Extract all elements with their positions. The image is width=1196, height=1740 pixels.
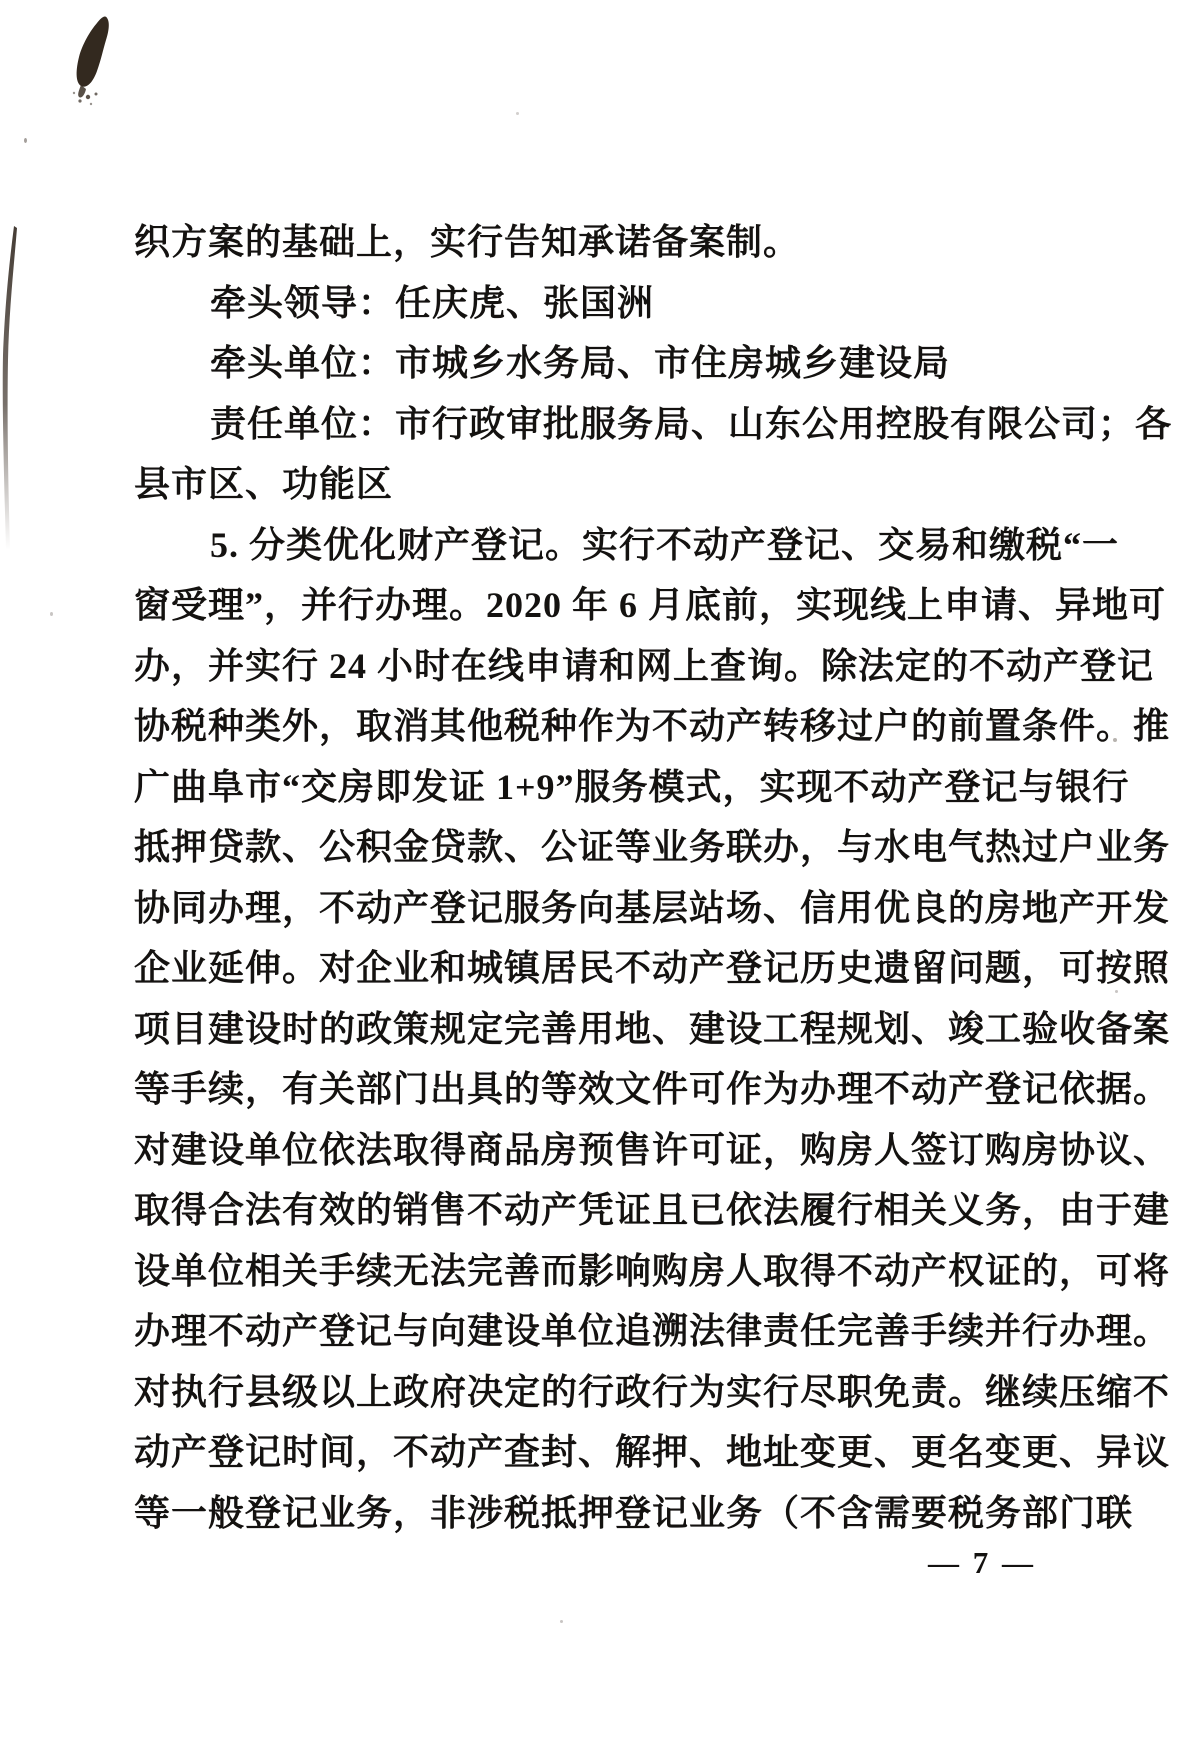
text-line: 取得合法有效的销售不动产凭证且已依法履行相关义务，由于建 — [134, 1190, 1171, 1230]
text-line: 设单位相关手续无法完善而影响购房人取得不动产权证的，可将 — [134, 1250, 1171, 1291]
text-line: 等手续，有关部门出具的等效文件可作为办理不动产登记依据。 — [134, 1069, 1171, 1109]
text-line: 广曲阜市“交房即发证 1+9”服务模式，实现不动产登记与银行 — [134, 766, 1130, 807]
text-line: 协税种类外，取消其他税种作为不动产转移过户的前置条件。推 — [134, 706, 1171, 746]
text-line: 县市区、功能区 — [134, 464, 394, 504]
scan-speck — [560, 1620, 563, 1623]
text-line: 企业延伸。对企业和城镇居民不动产登记历史遗留问题，可按照 — [134, 948, 1171, 988]
document-body — [0, 212, 1196, 1543]
text-line: 抵押贷款、公积金贷款、公证等业务联办，与水电气热过户业务 — [134, 827, 1171, 867]
text-line: 牵头单位：市城乡水务局、市住房城乡建设局 — [210, 343, 951, 383]
ink-smudge — [60, 5, 130, 115]
scan-speck — [24, 138, 27, 143]
text-line: 5. 分类优化财产登记。实行不动产登记、交易和缴税“一 — [210, 524, 1120, 565]
scan-speck — [516, 112, 519, 115]
page-number: — 7 — — [928, 1545, 1036, 1580]
text-line: 对建设单位依法取得商品房预售许可证，购房人签订购房协议、 — [134, 1129, 1171, 1170]
text-line: 责任单位：市行政审批服务局、山东公用控股有限公司；各 — [210, 403, 1173, 444]
text-line: 织方案的基础上，实行告知承诺备案制。 — [134, 222, 801, 262]
text-line: 协同办理，不动产登记服务向基层站场、信用优良的房地产开发 — [134, 887, 1171, 928]
text-line: 办，并实行 24 小时在线申请和网上查询。除法定的不动产登记 — [134, 645, 1155, 686]
text-line: 等一般登记业务，非涉税抵押登记业务（不含需要税务部门联 — [134, 1492, 1134, 1533]
text-line: 对执行县级以上政府决定的行政行为实行尽职免责。继续压缩不 — [134, 1371, 1171, 1412]
text-line: 窗受理”，并行办理。2020 年 6 月底前，实现线上申请、异地可 — [134, 585, 1167, 625]
text-line: 办理不动产登记与向建设单位追溯法律责任完善手续并行办理。 — [134, 1311, 1171, 1351]
text-line: 动产登记时间，不动产查封、解押、地址变更、更名变更、异议 — [134, 1432, 1171, 1472]
text-line: 牵头领导：任庆虎、张国洲 — [210, 282, 655, 323]
text-line: 项目建设时的政策规定完善用地、建设工程规划、竣工验收备案 — [134, 1008, 1171, 1049]
